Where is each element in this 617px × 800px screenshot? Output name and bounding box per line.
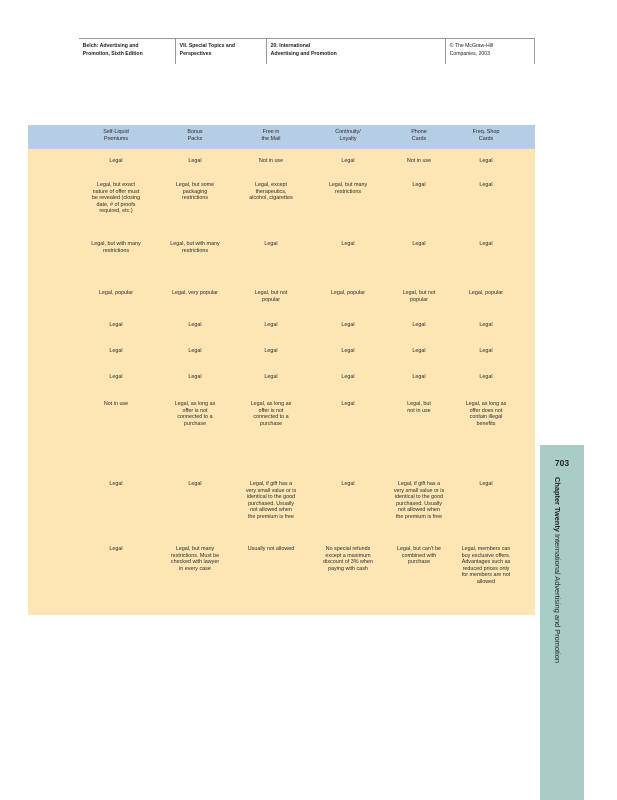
chapter-title: International Advertising and Promotion: [553, 533, 562, 663]
table-cell: Legal: [341, 348, 355, 354]
header-chapter: [267, 42, 431, 68]
table-cell: Legal: [412, 374, 426, 380]
table-cell: Legal, but many restrictions: [328, 182, 368, 195]
chapter-side-tab: [540, 445, 584, 800]
table-cell: Legal, but can't be combined with purchase: [397, 546, 441, 566]
header-line: 20. International: [270, 43, 311, 49]
header-divider: [534, 38, 535, 64]
header-line: © The McGraw-Hill: [449, 43, 494, 49]
table-cell: Legal, but with many restrictions: [91, 241, 141, 254]
table-cell: Legal: [341, 322, 355, 328]
table-cell: Legal, as long as offer is not connected to a purchase: [250, 401, 292, 427]
table-cell: Legal, as long as offer does not contain illegal benefits: [465, 401, 507, 427]
table-cell: Legal: [479, 322, 493, 328]
column-header: Freq. Shop Cards: [472, 129, 500, 142]
table-cell: Legal: [264, 348, 278, 354]
chapter-running-title: [553, 477, 569, 787]
table-cell: Legal: [479, 348, 493, 354]
table-cell: Legal, popular: [330, 290, 366, 296]
table-cell: Legal, popular: [98, 290, 134, 296]
table-cell: Legal: [479, 158, 493, 164]
table-cell: Not in use: [406, 158, 432, 164]
table-cell: Legal: [341, 401, 355, 407]
table-cell: Usually not allowed: [247, 546, 295, 552]
header-line: Promotion, Sixth Edition: [82, 51, 143, 57]
column-header: Bonus Packs: [187, 129, 203, 142]
table-cell: Legal: [341, 374, 355, 380]
table-cell: Legal, except therapeutics, alcohol, cigarettes: [249, 182, 293, 202]
table-cell: Legal, if gift has a very small value or is identical to the good purchased. Usually not allowed when the premium is free: [393, 481, 445, 520]
table-cell: Legal, popular: [468, 290, 504, 296]
header-part: [176, 42, 259, 68]
table-cell: Legal, but not popular: [402, 290, 436, 303]
page-number: 703: [554, 458, 570, 468]
table-cell: Legal: [109, 348, 123, 354]
table-cell: Legal: [479, 481, 493, 487]
header-line: Companies, 2003: [449, 51, 491, 57]
header-book-title: [79, 42, 167, 68]
header-line: VII. Special Topics and: [179, 43, 236, 49]
table-cell: Legal: [412, 348, 426, 354]
table-cell: No special refunds except a maximum discount of 3% when paying with cash: [323, 546, 373, 572]
table-cell: Legal, members can buy exclusive offers. Advantages such as reduced prices only for members are not allowed: [461, 546, 511, 585]
table-cell: Legal, but with many restrictions: [170, 241, 220, 254]
table-cell: Legal: [109, 322, 123, 328]
column-header: Continuity/ Loyalty: [335, 129, 361, 142]
table-cell: Legal, very popular: [172, 290, 218, 296]
table-cell: Legal: [109, 158, 123, 164]
table-cell: Legal: [264, 374, 278, 380]
table-cell: Legal: [412, 241, 426, 247]
header-line: Belch: Advertising and: [82, 43, 139, 49]
table-cell: Legal: [188, 374, 202, 380]
table-cell: Not in use: [258, 158, 284, 164]
table-cell: Not in use: [103, 401, 129, 407]
table-cell: Legal: [109, 374, 123, 380]
header-top-rule: [79, 38, 535, 39]
table-cell: Legal: [341, 241, 355, 247]
promotion-legality-table: [28, 125, 535, 615]
chapter-label: Chapter Twenty: [553, 477, 562, 532]
table-cell: Legal: [264, 241, 278, 247]
table-cell: Legal: [264, 322, 278, 328]
table-cell: Legal: [341, 481, 355, 487]
table-cell: Legal, but exact nature of offer must be revealed (closing date, # of proofs required, etc.): [91, 182, 141, 215]
table-cell: Legal: [412, 182, 426, 188]
header-line: Advertising and Promotion: [270, 51, 337, 57]
column-header: Self-Liquid Premiums: [103, 129, 129, 142]
column-header: Phone Cards: [411, 129, 427, 142]
table-cell: Legal: [188, 158, 202, 164]
table-cell: Legal: [188, 481, 202, 487]
table-cell: Legal: [341, 158, 355, 164]
running-header: [79, 38, 535, 64]
table-cell: Legal, but some packaging restrictions: [175, 182, 215, 202]
table-cell: Legal: [109, 481, 123, 487]
table-cell: Legal, but many restrictions. Must be checked with lawyer in every case: [170, 546, 220, 572]
table-cell: Legal: [109, 546, 123, 552]
chapter-title-vertical: [553, 477, 561, 663]
table-cell: Legal: [412, 322, 426, 328]
header-copyright: [446, 42, 528, 68]
table-cell: Legal: [188, 348, 202, 354]
table-cell: Legal: [188, 322, 202, 328]
table-cell: Legal: [479, 241, 493, 247]
table-cell: Legal: [479, 182, 493, 188]
table-header-row: [28, 125, 535, 149]
column-header: Free in the Mail: [261, 129, 281, 142]
table-cell: Legal: [479, 374, 493, 380]
table-cell: Legal, if gift has a very small value or is identical to the good purchased. Usually not allowed when the premium is free: [245, 481, 297, 520]
table-cell: Legal, but not popular: [254, 290, 288, 303]
header-line: Perspectives: [179, 51, 212, 57]
table-cell: Legal, as long as offer is not connected to a purchase: [174, 401, 216, 427]
table-cell: Legal, but not in use: [407, 401, 431, 414]
